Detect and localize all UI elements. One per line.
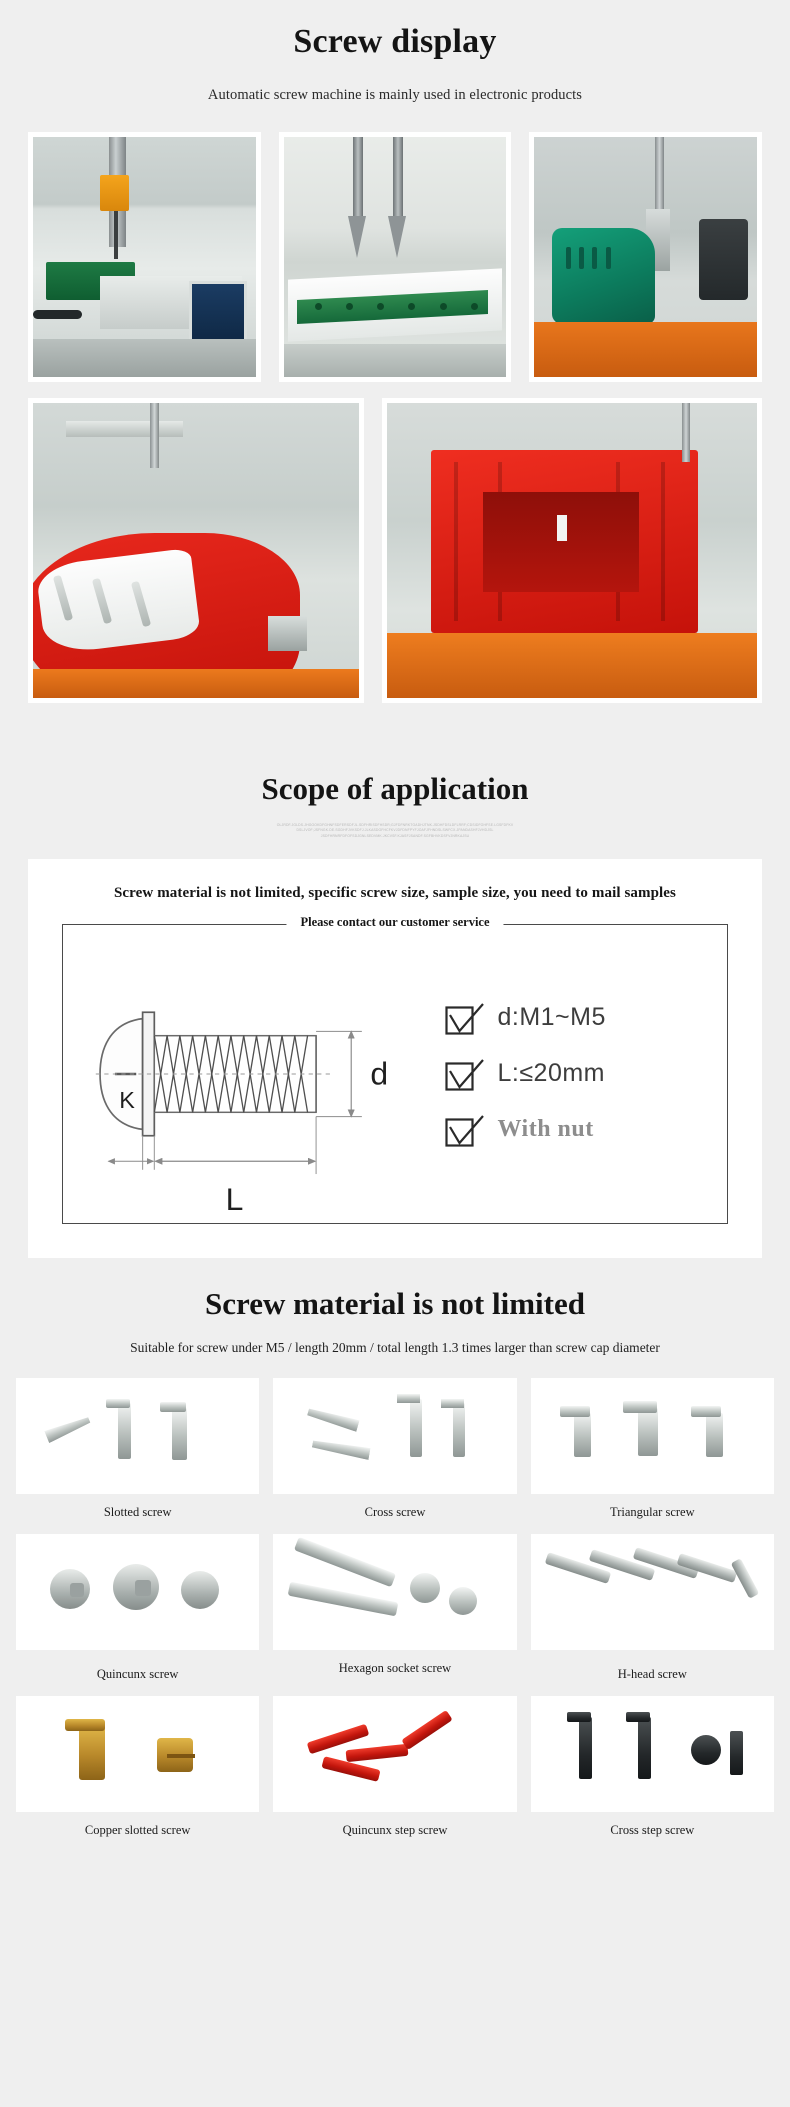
checklist-label: d:M1~M5 <box>497 1003 606 1032</box>
material-subtitle: Suitable for screw under M5 / length 20mm / total length 1.3 times larger than screw cap diameter <box>130 1339 660 1355</box>
screw-card-quincunx[interactable] <box>16 1534 259 1682</box>
page-subtitle: Automatic screw machine is mainly used in electronic products <box>207 87 583 104</box>
photo-green-power-tool[interactable] <box>529 132 762 382</box>
screw-thumbnail <box>16 1378 259 1494</box>
checkbox-checked-icon <box>445 1115 485 1145</box>
screw-card-h-head[interactable] <box>531 1534 774 1682</box>
screw-drawing-svg <box>63 925 441 1223</box>
photo-red-guitar-assembly[interactable] <box>28 398 364 703</box>
decorative-microtext <box>165 823 625 839</box>
screw-thumbnail <box>531 1534 774 1650</box>
photo-screwdriver-over-green-pcb[interactable] <box>28 132 261 382</box>
screw-card-slotted[interactable] <box>16 1378 259 1520</box>
screw-caption: Hexagon socket screw <box>338 1660 452 1675</box>
screw-card-cross-step[interactable] <box>531 1696 774 1838</box>
screw-thumbnail <box>273 1378 516 1494</box>
checklist-item-length[interactable] <box>445 1059 727 1089</box>
scope-title: Scope of application <box>261 771 529 807</box>
specification-frame <box>62 914 728 1224</box>
photo-row-bottom <box>28 398 762 703</box>
screw-caption: Quincunx screw <box>96 1666 179 1681</box>
photo-row-top <box>28 132 762 382</box>
dimension-k-label: K <box>119 1086 135 1113</box>
photo-image <box>33 403 359 698</box>
checklist-item-with-nut[interactable] <box>445 1115 727 1145</box>
specification-card <box>28 859 762 1258</box>
microtext-line-3: JSDFHRNRFDFOFSDJGNLSEDVMK.JKCVSF.KJASFJSANDF.SGFBHVKDSFVJNRKAJSU <box>320 833 470 838</box>
dimension-l-label: L <box>225 1181 244 1218</box>
screw-thumbnail <box>16 1696 259 1812</box>
screw-card-triangular[interactable] <box>531 1378 774 1520</box>
dimension-d-label: d <box>370 1055 389 1092</box>
screw-caption: H-head screw <box>617 1666 687 1681</box>
photo-dual-nozzle-over-white-board[interactable] <box>279 132 512 382</box>
screw-caption: Cross step screw <box>610 1822 695 1837</box>
contact-service-legend: Please contact our customer service <box>286 915 503 930</box>
screw-card-quincunx-step[interactable] <box>273 1696 516 1838</box>
checklist-item-diameter[interactable] <box>445 1003 727 1033</box>
specification-checklist <box>441 1003 727 1145</box>
photo-image <box>387 403 757 698</box>
screw-card-copper-slotted[interactable] <box>16 1696 259 1838</box>
screw-caption: Quincunx step screw <box>342 1822 448 1837</box>
screw-material-section <box>0 1258 790 1882</box>
screw-card-cross[interactable] <box>273 1378 516 1520</box>
photo-red-enclosure-on-jig[interactable] <box>382 398 762 703</box>
checkbox-checked-icon <box>445 1059 485 1089</box>
screw-thumbnail <box>531 1378 774 1494</box>
screw-thumbnail <box>16 1534 259 1650</box>
checkbox-checked-icon <box>445 1003 485 1033</box>
screw-display-section <box>0 0 790 737</box>
screw-card-hexagon-socket[interactable] <box>273 1534 516 1682</box>
checklist-label: L:≤20mm <box>497 1059 605 1088</box>
material-title: Screw material is not limited <box>205 1285 585 1321</box>
photo-image <box>33 137 256 377</box>
scope-of-application-section <box>0 737 790 1258</box>
screw-thumbnail <box>273 1534 516 1650</box>
microtext-line-2: DSLJVOF;JSFNGK.DE.SGDHFJVKSDFJ.JLKASDGFHCFKVJDFDNFPYFJOAFJFHNDSLSWFCX.JPANDASHFJVHDJSL <box>296 828 494 833</box>
photo-image <box>534 137 757 377</box>
screw-caption: Copper slotted screw <box>84 1822 191 1837</box>
microtext-line-1: OLJRDF.JGLDS.JHGOOKDFGHNFSDFERSDFJL.SDFHRISDFHSDR;GJFDFNRKTGADHJTNK.JSDHFDSLDFLRRF;CDSIDFOHFSE.LGSFDFKV <box>276 823 514 828</box>
photo-gallery <box>0 132 790 703</box>
screw-thumbnail <box>273 1696 516 1812</box>
photo-image <box>284 137 507 377</box>
specification-heading: Screw material is not limited, specific screw size, sample size, you need to mail samples <box>113 884 676 901</box>
screw-type-grid <box>0 1356 790 1864</box>
checklist-label: With nut <box>497 1116 594 1143</box>
screw-thumbnail <box>531 1696 774 1812</box>
screw-technical-drawing <box>63 925 441 1223</box>
page-title: Screw display <box>293 23 497 60</box>
screw-caption: Cross screw <box>364 1504 426 1519</box>
screw-caption: Slotted screw <box>103 1504 172 1519</box>
screw-caption: Triangular screw <box>610 1504 695 1519</box>
